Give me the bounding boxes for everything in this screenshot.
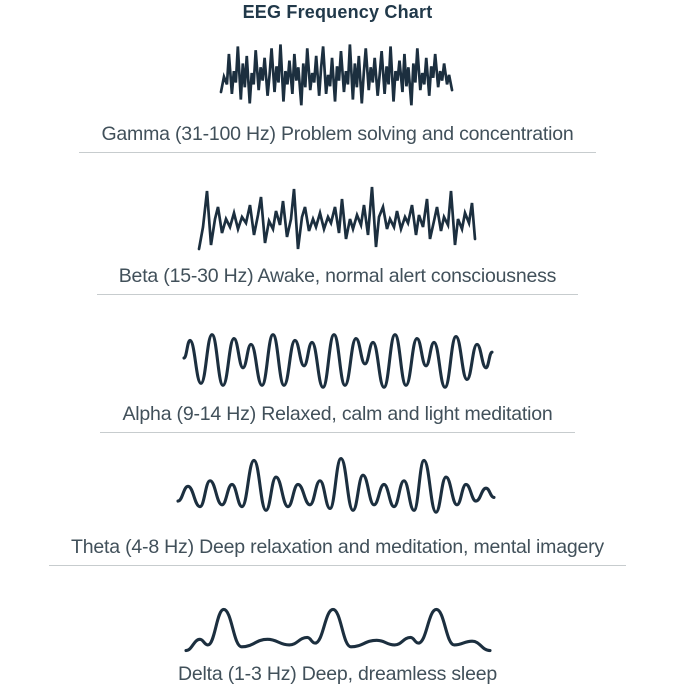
alpha-label: Alpha (9-14 Hz) Relaxed, calm and light meditation — [100, 403, 574, 433]
band-beta — [97, 153, 578, 295]
theta-label: Theta (4-8 Hz) Deep relaxation and meditation, mental imagery — [49, 536, 626, 566]
band-delta — [156, 566, 519, 685]
alpha-waveform — [182, 321, 494, 397]
beta-waveform — [197, 177, 477, 257]
theta-waveform — [176, 453, 498, 527]
band-theta — [49, 433, 626, 566]
delta-label: Delta (1-3 Hz) Deep, dreamless sleep — [156, 663, 519, 685]
gamma-label: Gamma (31-100 Hz) Problem solving and concentration — [79, 123, 595, 153]
gamma-waveform — [219, 35, 457, 111]
band-alpha — [100, 295, 574, 433]
page-title: EEG Frequency Chart — [242, 2, 433, 22]
band-gamma — [79, 22, 595, 153]
delta-waveform — [184, 602, 492, 658]
beta-label: Beta (15-30 Hz) Awake, normal alert consciousness — [97, 265, 578, 295]
